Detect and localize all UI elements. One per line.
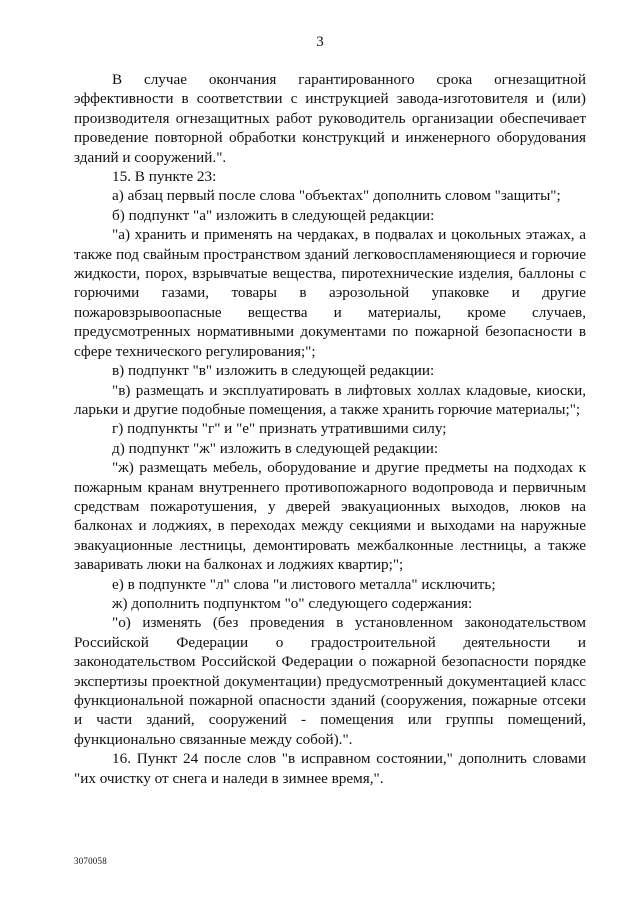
paragraph: е) в подпункте "л" слова "и листового металла" исключить; <box>112 575 496 593</box>
paragraph: в) подпункт "в" изложить в следующей редакции: <box>112 362 435 380</box>
paragraph: б) подпункт "а" изложить в следующей редакции: <box>112 206 435 224</box>
paragraph: "о) изменять (без проведения в установленном законодательством Российской Федерации о градостроительной деятельности и законодательством Российской Федерации о пожарной безопасности порядке экспертизы проектной документации) предусмотренный документацией класс функциональной пожарной опасности зданий (сооружения, пожарные отсеки и части зданий, сооружений - помещения или группы помещений, функционально связанные между собой).". <box>74 614 586 748</box>
paragraph: ж) дополнить подпунктом "о" следующего содержания: <box>112 594 473 612</box>
page-number: 3 <box>316 34 324 50</box>
document-body <box>74 70 586 788</box>
paragraph: г) подпункты "г" и "е" признать утратившими силу; <box>112 420 447 438</box>
paragraph: 15. В пункте 23: <box>112 168 217 186</box>
paragraph: "а) хранить и применять на чердаках, в подвалах и цокольных этажах, а также под свайным пространством зданий легковоспламеняющиеся и горючие жидкости, порох, взрывчатые вещества, пиротехнические изделия, баллоны с горючими газами, товары в аэрозольной упаковке и другие пожаровзрывоопасные вещества и материалы, кроме случаев, предусмотренных нормативными документами по пожарной безопасности в сфере технического регулирования;"; <box>74 226 586 360</box>
paragraph: 16. Пункт 24 после слов "в исправном состоянии," дополнить словами "их очистку от снега и наледи в зимнее время,". <box>74 750 586 787</box>
paragraph: а) абзац первый после слова "объектах" дополнить словом "защиты"; <box>112 187 561 205</box>
paragraph: В случае окончания гарантированного срока огнезащитной эффективности в соответствии с инструкцией завода-изготовителя и (или) производителя огнезащитных работ руководитель организации обеспечивает проведение повторной обработки конструкций и инженерного оборудования зданий и сооружений.". <box>74 71 586 166</box>
document-code: 3070058 <box>74 856 107 866</box>
paragraph: "ж) размещать мебель, оборудование и другие предметы на подходах к пожарным кранам внутреннего противопожарного водопровода и первичным средствам пожаротушения, у дверей эвакуационных выходов, люков на балконах и лоджиях, в переходах между секциями и выходами на наружные эвакуационные лестницы, демонтировать межбалконные лестницы, а также заваривать люки на балконах и лоджиях квартир;"; <box>74 459 586 574</box>
paragraph: д) подпункт "ж" изложить в следующей редакции: <box>112 439 439 457</box>
paragraph: "в) размещать и эксплуатировать в лифтовых холлах кладовые, киоски, ларьки и другие подобные помещения, а также хранить горючие материалы;"; <box>74 381 586 418</box>
